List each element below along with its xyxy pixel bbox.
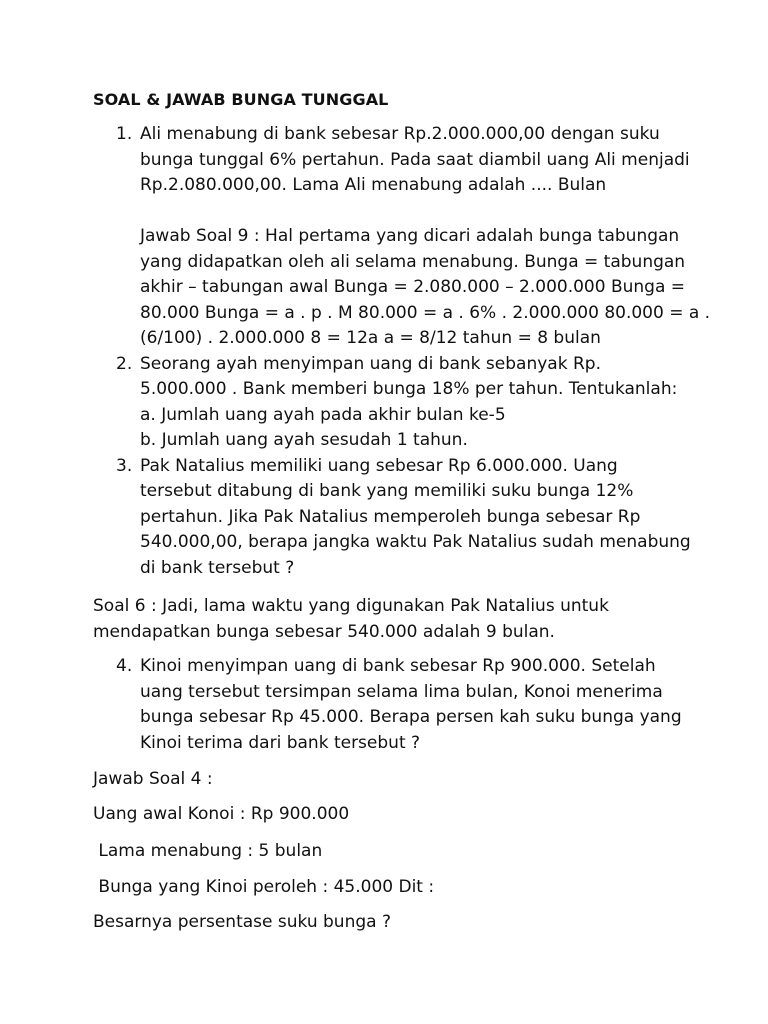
answer-line: Jawab Soal 9 : Hal pertama yang dicari adalah bunga tabungan [140,226,680,246]
answer-line: yang didapatkan oleh ali selama menabung. Bunga = tabungan [140,251,686,272]
question-line: b. Jumlah uang ayah sesudah 1 tahun. [140,430,468,450]
question-line: bunga sebesar Rp 45.000. Berapa persen kah suku bunga yang [140,707,682,727]
paragraph-line: Soal 6 : Jadi, lama waktu yang digunakan Pak Natalius untuk [93,596,609,616]
question-line: Kinoi terima dari bank tersebut ? [140,732,421,753]
question-item-1 [93,122,711,352]
question-list-continued [93,654,693,756]
question-line: Kinoi menyimpan uang di bank sebesar Rp 900.000. Setelah [140,656,656,676]
question-line: 5.000.000 . Bank memberi bunga 18% per tahun. Tentukanlah: [140,379,678,399]
question-line: Rp.2.080.000,00. Lama Ali menabung adalah .... Bulan [140,175,607,195]
question-line: tersebut ditabung di bank yang memiliki suku bunga 12% [140,481,634,501]
question-number: 1. [116,124,133,144]
question-line: Ali menabung di bank sebesar Rp.2.000.000,00 dengan suku [140,124,660,144]
question-line: pertahun. Jika Pak Natalius memperoleh bunga sebesar Rp [140,506,641,527]
answer-4-lama: Lama menabung : 5 bulan [93,841,323,861]
question-line: di bank tersebut ? [140,557,295,578]
paragraph-gap [140,199,693,225]
answer-4-besarnya: Besarnya persentase suku bunga ? [93,912,391,932]
answer-4-bunga: Bunga yang Kinoi peroleh : 45.000 Dit : [93,877,435,897]
question-number: 2. [116,353,133,374]
document-title: SOAL & JAWAB BUNGA TUNGGAL [93,90,389,109]
answer-line: (6/100) . 2.000.000 8 = 12a a = 8/12 tahun = 8 bulan [140,328,601,348]
question-line: Seorang ayah menyimpan uang di bank sebanyak Rp. [140,353,601,374]
question-list [93,122,711,581]
answer-line: akhir – tabungan awal Bunga = 2.080.000 – 2.000.000 Bunga = [140,277,686,297]
paragraph-line: mendapatkan bunga sebesar 540.000 adalah 9 bulan. [93,621,555,642]
question-item-2 [93,352,693,454]
question-item-3 [93,454,693,582]
question-number: 4. [116,656,133,676]
question-line: Pak Natalius memiliki uang sebesar Rp 6.000.000. Uang [140,455,618,476]
answer-4-heading: Jawab Soal 4 : [93,769,213,789]
question-line: 540.000,00, berapa jangka waktu Pak Natalius sudah menabung [140,532,691,552]
question-item-4 [93,654,693,756]
question-number: 3. [116,455,133,476]
answer-4-uang-awal: Uang awal Konoi : Rp 900.000 [93,804,350,824]
answer-line: 80.000 Bunga = a . p . M 80.000 = a . 6% . 2.000.000 80.000 = a . [140,302,711,323]
soal-6-paragraph [93,594,693,645]
question-line: bunga tunggal 6% pertahun. Pada saat diambil uang Ali menjadi [140,149,690,170]
question-line: uang tersebut tersimpan selama lima bulan, Konoi menerima [140,681,663,702]
question-line: a. Jumlah uang ayah pada akhir bulan ke-5 [140,404,506,425]
